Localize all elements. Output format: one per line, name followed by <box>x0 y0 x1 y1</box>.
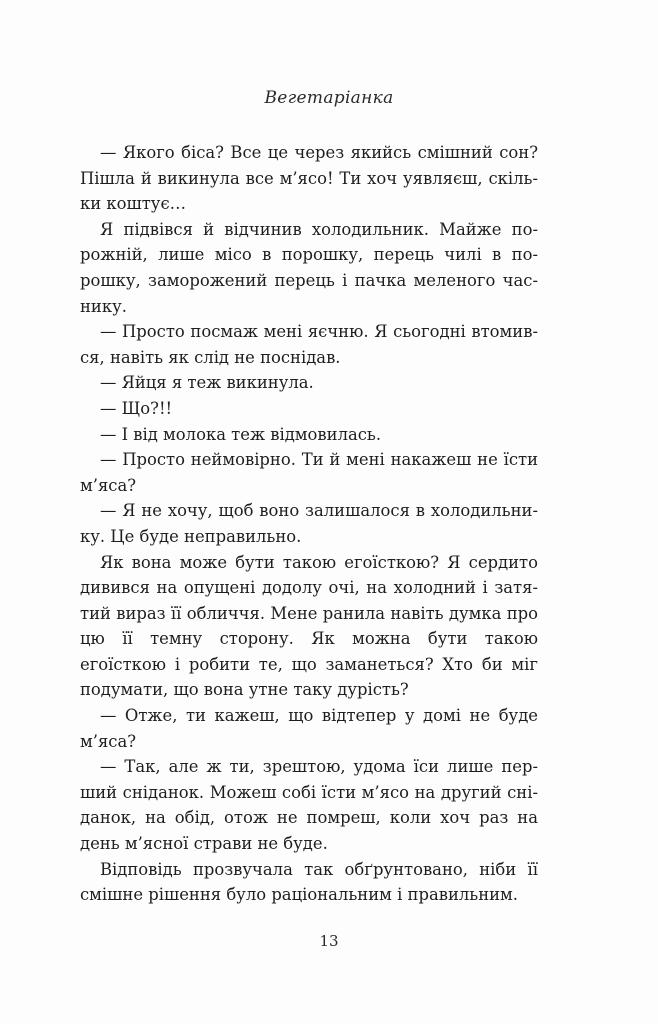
paragraph: — Так, але ж ти, зрештою, удома їси лише перший сніданок. Можеш собі їсти м’ясо на другий сніданок, на обід, отож не помреш, коли хоч раз на день м’ясної страви не буде. <box>80 757 538 854</box>
paragraph: Я підвівся й відчинив холодильник. Майже порожній, лише місо в порошку, перець чилі в порошку, заморожений перець і пачка меленого часнику. <box>80 219 538 316</box>
running-header-title: Вегетаріанка <box>264 88 394 108</box>
paragraph: — Просто посмаж мені яєчню. Я сьогодні втомився, навіть як слід не поснідав. <box>80 322 538 367</box>
paragraph: — Якого біса? Все це через якийсь смішний сон? Пішла й викинула все м’ясо! Ти хоч уявляєш, скільки коштує… <box>80 143 538 214</box>
paragraph: — Просто неймовірно. Ти й мені накажеш не їсти м’яса? <box>80 450 538 495</box>
paragraph: — Що?!! <box>100 398 173 418</box>
body-text <box>80 140 538 908</box>
paragraph: Як вона може бути такою егоїсткою? Я сердито дивився на опущені додолу очі, на холодний і затятий вираз її обличчя. Мене ранила навіть думка про цю її темну сторону. Як можна бути такою егоїсткою і робити те, що заманеться? Хто би міг подумати, що вона утне таку дурість? <box>80 552 538 700</box>
paragraph: Відповідь прозвучала так обґрунтовано, ніби її смішне рішення було раціональним і правильним. <box>80 859 538 905</box>
paragraph: — Яйця я теж викинула. <box>100 373 314 393</box>
paragraph: — І від молока теж відмовилась. <box>100 424 382 444</box>
paragraph: — Отже, ти кажеш, що відтепер у домі не буде м’яса? <box>80 706 538 751</box>
paragraph: — Я не хочу, щоб воно залишалося в холодильнику. Це буде неправильно. <box>80 501 538 546</box>
page-number: 13 <box>319 932 339 950</box>
